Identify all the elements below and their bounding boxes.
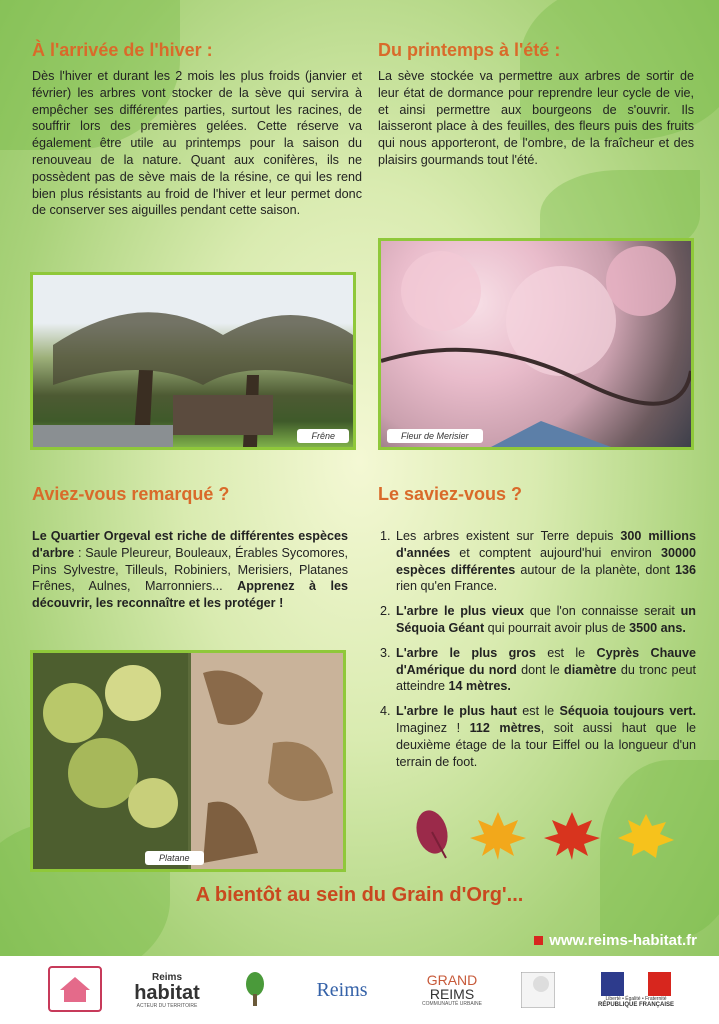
fact-text: , soit aussi haut que le deuxième étage de la tour Eiffel ou la longueur d'un terrain de foot. xyxy=(396,720,696,769)
tree-icon xyxy=(244,970,266,1010)
fact-highlight: L'arbre le plus vieux xyxy=(396,604,525,619)
republique-logo xyxy=(596,968,676,1012)
fact-item xyxy=(380,703,696,770)
remarque-heading: Aviez-vous remarqué ? xyxy=(32,484,230,504)
tree-illustration xyxy=(33,275,353,447)
logo-text: habitat xyxy=(134,981,200,1004)
fact-text: autour de la planète, dont xyxy=(515,562,675,577)
logo-text: Reims xyxy=(316,978,368,1001)
prefecture-logo xyxy=(516,968,560,1012)
spring-heading: Du printemps à l'été : xyxy=(378,40,561,60)
remarque-lead: Le Quartier Orgeval est riche de différentes espèces d'arbre xyxy=(32,529,348,560)
red-maple-leaf-icon xyxy=(544,812,600,860)
fact-text: dont le xyxy=(516,662,565,677)
emblem-icon xyxy=(521,972,555,1008)
fact-number: 1. xyxy=(380,529,391,543)
square-bullet-icon xyxy=(534,936,543,945)
logo-text: GRAND xyxy=(426,972,478,988)
grand-reims-logo xyxy=(414,968,490,1012)
logo-text: ACTEUR DU TERRITOIRE xyxy=(136,1002,198,1009)
house-icon xyxy=(58,974,92,1004)
reims-habitat-logo xyxy=(122,968,212,1012)
fact-highlight: diamètre xyxy=(564,662,617,677)
website-url: www.reims-habitat.fr xyxy=(549,932,697,949)
yellow-leaf-icon xyxy=(618,814,674,858)
fact-text: Les arbres existent sur Terre depuis xyxy=(396,529,621,543)
fact-highlight: 300 millions d'années xyxy=(396,529,696,560)
fact-highlight: 3500 ans. xyxy=(629,620,686,635)
logo-text: Liberté • Égalité • Fraternité xyxy=(605,996,667,1002)
fact-text: rien qu'en France. xyxy=(396,579,498,594)
fact-highlight: 30000 espèces différentes xyxy=(396,545,696,577)
fact-item xyxy=(380,645,696,695)
fact-highlight: L'arbre le plus haut xyxy=(396,704,518,719)
purple-leaf-icon xyxy=(412,807,452,858)
fact-number: 2. xyxy=(380,604,391,619)
partner-logo-1 xyxy=(48,966,102,1012)
facts-list xyxy=(380,528,696,778)
logo-text: Reims xyxy=(151,971,182,983)
yellow-maple-leaf-icon xyxy=(470,812,526,860)
reims-city-logo xyxy=(302,968,382,1012)
remarque-text xyxy=(32,528,348,612)
fact-highlight: 112 mètres xyxy=(469,720,541,735)
fact-highlight: 136 xyxy=(674,562,696,577)
fact-text: Imaginez ! xyxy=(396,720,470,735)
blossom-illustration xyxy=(381,241,691,447)
saviez-heading: Le saviez-vous ? xyxy=(378,484,523,504)
green-logo xyxy=(240,968,270,1012)
merisier-photo xyxy=(378,238,694,450)
fact-number: 4. xyxy=(380,704,391,719)
winter-text: Dès l'hiver et durant les 2 mois les plus froids (janvier et février) les arbres vont stocker de la sève qui servira à empêcher ses différentes parties, surtout les racines, de souffrir lors des premières gelées. Cette réserve va également être utile au printemps pour la saison du renouveau de la nature. Quant aux conifères, ils ne possèdent pas de sève mais de la résine, ce qui les rend bien plus résistants au froid de l'hiver et leur permet donc de conserver ses aiguilles pendant cette saison. xyxy=(32,69,362,218)
fact-item xyxy=(380,528,696,595)
spring-text: La sève stockée va permettre aux arbres de sortir de leur état de dormance pour reprendre leur cycle de vie, et ainsi permettre aux bourgeons de s'ouvrir. Ils laisseront place à des feuilles, des fleurs puis des fruits qui nous apporteront, de l'ombre, de la fraîcheur et des plaisirs gourmands tout l'été. xyxy=(378,69,694,167)
website-link[interactable] xyxy=(534,932,697,949)
fact-highlight: Séquoia toujours vert. xyxy=(559,704,696,719)
fact-item xyxy=(380,603,696,637)
frene-photo xyxy=(30,272,356,450)
fact-text: qui pourrait avoir plus de xyxy=(484,620,630,635)
fact-highlight: L'arbre le plus gros xyxy=(396,645,536,660)
fact-text: que l'on connaisse serait xyxy=(524,604,681,619)
fact-text: est le xyxy=(535,645,597,660)
platane-photo xyxy=(30,650,346,872)
closing-text: A bientôt au sein du Grain d'Org'... xyxy=(195,884,524,906)
logo-text: RÉPUBLIQUE FRANÇAISE xyxy=(597,1002,674,1008)
logo-text: COMMUNAUTÉ URBAINE xyxy=(421,1001,482,1007)
remarque-species-list: : Saule Pleureur, Bouleaux, Érables Sycomores, Pins Sylvestre, Tilleuls, Robiniers, Merisiers, Platanes Frênes, Aulnes, Marronniers... xyxy=(32,545,348,594)
leaves-row xyxy=(410,806,680,862)
fact-text: est le xyxy=(517,704,560,719)
fact-text: et comptent aujourd'hui environ xyxy=(450,545,661,560)
logo-text: REIMS xyxy=(429,986,475,1002)
frene-caption: Frêne xyxy=(297,429,349,443)
flag-icon xyxy=(601,972,671,996)
fact-highlight: Cyprès Chauve d'Amérique du nord xyxy=(396,645,696,677)
platane-illustration xyxy=(33,653,343,869)
fact-number: 3. xyxy=(380,645,391,660)
winter-heading: À l'arrivée de l'hiver : xyxy=(32,40,213,60)
platane-caption: Platane xyxy=(145,851,204,865)
fact-highlight: un Séquoia Géant xyxy=(396,604,696,635)
merisier-caption: Fleur de Merisier xyxy=(387,429,483,443)
fact-text: du tronc peut atteindre xyxy=(396,662,697,694)
fact-highlight: 14 mètres. xyxy=(448,679,511,694)
remarque-closing: Apprenez à les découvrir, les reconnaître et les protéger ! xyxy=(32,579,348,611)
